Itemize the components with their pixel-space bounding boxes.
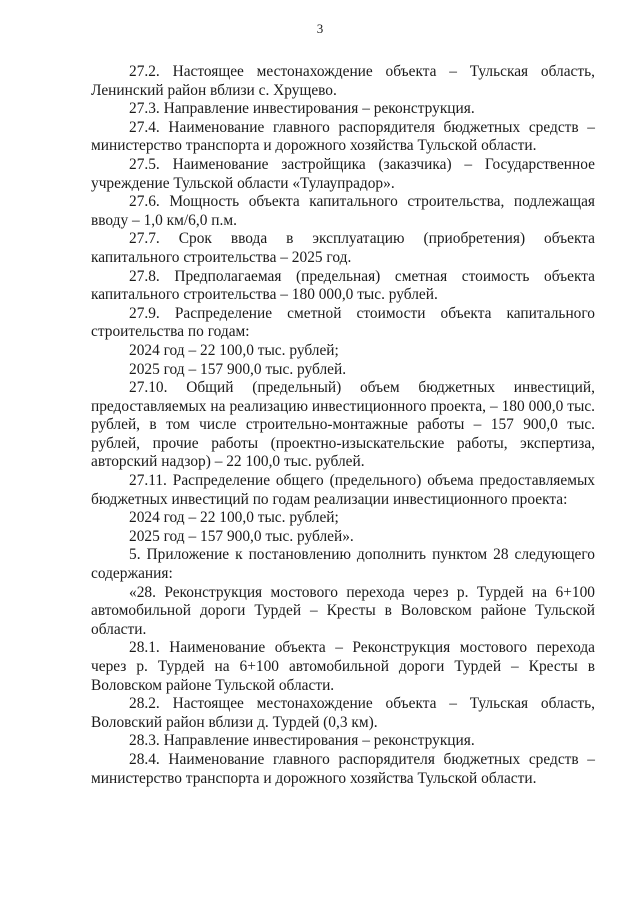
paragraph-27-5: 27.5. Наименование застройщика (заказчика) – Государственное учреждение Тульской области «Тулаупрадор». [91,155,595,192]
paragraph-28-2: 28.2. Настоящее местонахождение объекта – Тульская область, Воловский район вблизи д. Турдей (0,3 км). [91,695,595,731]
paragraph-27-7: 27.7. Срок ввода в эксплуатацию (приобретения) объекта капитального строительства – 2025 год. [91,230,595,266]
paragraph-27-11-year-2024: 2024 год – 22 100,0 тыс. рублей; [129,509,339,527]
paragraph-27-9-year-2024: 2024 год – 22 100,0 тыс. рублей; [129,341,339,359]
paragraph-28-4: 28.4. Наименование главного распорядителя бюджетных средств – министерство транспорта и дорожного хозяйства Тульской области. [91,750,595,787]
paragraph-28: «28. Реконструкция мостового перехода через р. Турдей на 6+100 автомобильной дороги Турдей – Кресты в Воловском районе Тульской области. [91,583,595,638]
paragraph-27-4: 27.4. Наименование главного распорядителя бюджетных средств – министерство транспорта и дорожного хозяйства Тульской области. [91,118,595,155]
paragraph-27-8: 27.8. Предполагаемая (предельная) сметная стоимость объекта капитального строительства – 180 000,0 тыс. рублей. [91,267,595,304]
paragraph-27-3: 27.3. Направление инвестирования – реконструкция. [129,100,475,118]
paragraph-28-1: 28.1. Наименование объекта – Реконструкция мостового перехода через р. Турдей на 6+100 автомобильной дороги Турдей – Кресты в Воловском районе Тульской области. [91,639,595,694]
page-number: 3 [316,21,324,36]
paragraph-5: 5. Приложение к постановлению дополнить пунктом 28 следующего содержания: [91,546,595,583]
paragraph-27-6: 27.6. Мощность объекта капитального строительства, подлежащая вводу – 1,0 км/6,0 п.м. [91,193,595,229]
paragraph-27-11: 27.11. Распределение общего (предельного) объема предоставляемых бюджетных инвестиций по годам реализации инвестиционного проекта: [91,472,595,508]
paragraph-27-9: 27.9. Распределение сметной стоимости объекта капитального строительства по годам: [91,304,595,341]
paragraph-27-2: 27.2. Настоящее местонахождение объекта – Тульская область, Ленинский район вблизи с. Хрущево. [91,63,595,99]
paragraph-28-3: 28.3. Направление инвестирования – реконструкция. [129,732,475,750]
paragraph-27-9-year-2025: 2025 год – 157 900,0 тыс. рублей. [129,360,347,378]
document-body [91,63,595,788]
paragraph-27-11-year-2025: 2025 год – 157 900,0 тыс. рублей». [129,527,354,545]
paragraph-27-10: 27.10. Общий (предельный) объем бюджетных инвестиций, предоставляемых на реализацию инвестиционного проекта, – 180 000,0 тыс. рублей, в том числе строительно-монтажные работы – 157 900,0 тыс. рублей, прочие работы (проектно-изыскательские работы, экспертиза, авторский надзор) – 22 100,0 тыс. рублей. [91,379,595,471]
